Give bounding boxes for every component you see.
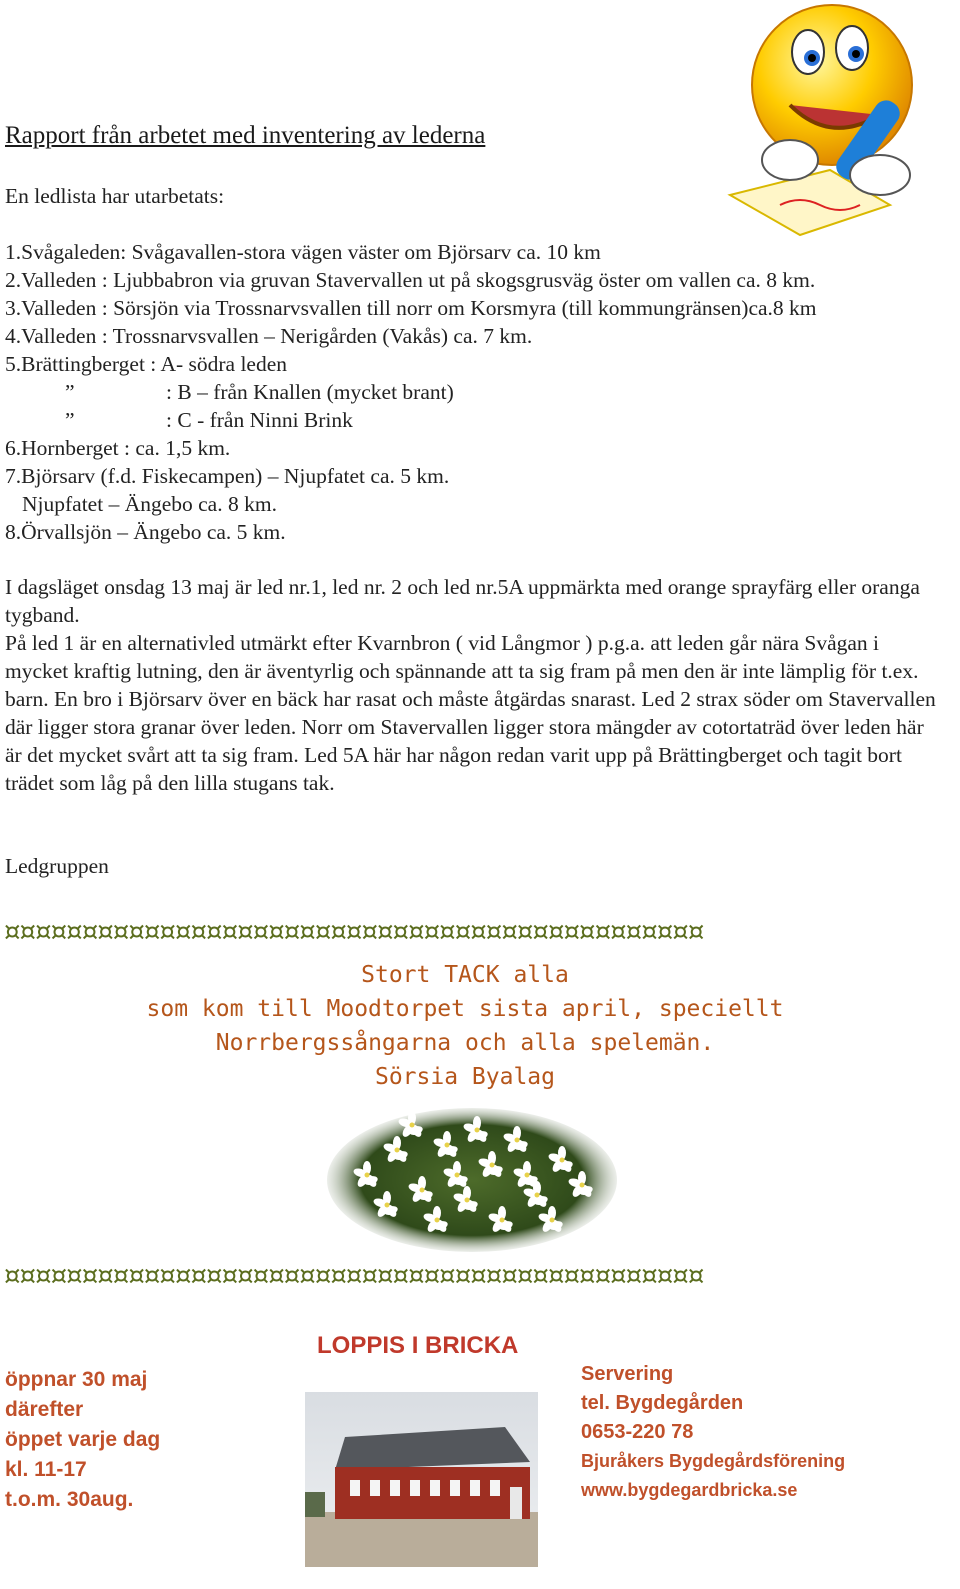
trail-list-item: 2.Valleden : Ljubbabron via gruvan Stavervallen ut på skogsgrusväg öster om vallen ca. 8 km. xyxy=(5,268,816,292)
smiley-writing-icon xyxy=(720,0,945,240)
ornament-divider: ¤¤¤¤¤¤¤¤¤¤¤¤¤¤¤¤¤¤¤¤¤¤¤¤¤¤¤¤¤¤¤¤¤¤¤¤¤¤¤¤¤¤¤¤¤ xyxy=(4,1261,704,1291)
loppis-contact xyxy=(581,1360,845,1505)
trail-list-item: 7.Björsarv (f.d. Fiskecampen) – Njupfatet ca. 5 km. xyxy=(5,464,450,488)
trail-list-item: 6.Hornberget : ca. 1,5 km. xyxy=(5,436,231,460)
hours-line: t.o.m. 30aug. xyxy=(5,1488,134,1511)
trail-sub-item: : C - från Ninni Brink xyxy=(166,408,353,432)
signature: Ledgruppen xyxy=(5,854,109,878)
bygdegard-building-image xyxy=(305,1392,538,1567)
hours-line: kl. 11-17 xyxy=(5,1458,87,1481)
ornament-divider: ¤¤¤¤¤¤¤¤¤¤¤¤¤¤¤¤¤¤¤¤¤¤¤¤¤¤¤¤¤¤¤¤¤¤¤¤¤¤¤¤¤¤¤¤¤ xyxy=(4,917,704,947)
hours-line: öppet varje dag xyxy=(5,1428,161,1451)
trail-list-item: 1.Svågaleden: Svågavallen-stora vägen väster om Björsarv ca. 10 km xyxy=(5,240,601,264)
contact-line: tel. Bygdegården xyxy=(581,1392,744,1414)
trail-sub-item: : B – från Knallen (mycket brant) xyxy=(166,380,454,404)
trail-list-item: 4.Valleden : Trossnarvsvallen – Nerigården (Vakås) ca. 7 km. xyxy=(5,324,533,348)
contact-organization: Bjuråkers Bygdegårdsförening xyxy=(581,1451,846,1471)
hours-line: öppnar 30 maj xyxy=(5,1368,148,1391)
loppis-hours xyxy=(5,1365,160,1515)
intro-text: En ledlista har utarbetats: xyxy=(5,184,225,208)
anemone-flowers-image xyxy=(327,1105,617,1255)
thanks-heading: Stort TACK alla xyxy=(361,962,569,988)
thanks-signature: Sörsia Byalag xyxy=(374,1064,555,1090)
status-paragraph: På led 1 är en alternativled utmärkt efter Kvarnbron ( vid Långmor ) p.g.a. att leden går nära Svågan i mycket kraftig lutning, den är äventyrlig och spännande att ta sig fram på men den är inte lämplig för t.ex. barn. En bro i Björsarv över en bäck har rasat och måste åtgärdas snarast. Led 2 strax söder om Stavervallen där ligger stora granar över leden. Norr om Stavervallen ligger stora mängder av cotortaträd över leden här är det mycket svårt att ta sig fram. Led 5A här har någon redan varit upp på Brättingberget och tagit bort trädet som låg på den lilla stugans tak. xyxy=(5,631,936,795)
contact-line: Servering xyxy=(581,1363,674,1385)
status-paragraph: I dagsläget onsdag 13 maj är led nr.1, led nr. 2 och led nr.5A uppmärkta med orange sprayfärg eller oranga tygband. xyxy=(5,575,920,627)
trail-list-item: 5.Brättingberget : A- södra leden xyxy=(5,352,288,376)
trail-list-item: 8.Örvallsjön – Ängebo ca. 5 km. xyxy=(5,520,286,544)
thanks-text: som kom till Moodtorpet sista april, speciellt Norrbergssångarna och alla spelemän. xyxy=(146,996,784,1056)
page-title: Rapport från arbetet med inventering av lederna xyxy=(5,122,486,149)
trail-list-item: Njupfatet – Ängebo ca. 8 km. xyxy=(22,492,277,516)
ditto-mark: ” xyxy=(65,380,75,404)
ditto-mark: ” xyxy=(65,408,75,432)
loppis-heading: LOPPIS I BRICKA xyxy=(317,1332,519,1359)
trail-list-item: 3.Valleden : Sörsjön via Trossnarvsvallen till norr om Korsmyra (till kommungränsen)ca.8 km xyxy=(5,296,817,320)
contact-website: www.bygdegardbricka.se xyxy=(581,1480,798,1500)
hours-line: därefter xyxy=(5,1398,84,1421)
contact-phone: 0653-220 78 xyxy=(581,1421,694,1443)
